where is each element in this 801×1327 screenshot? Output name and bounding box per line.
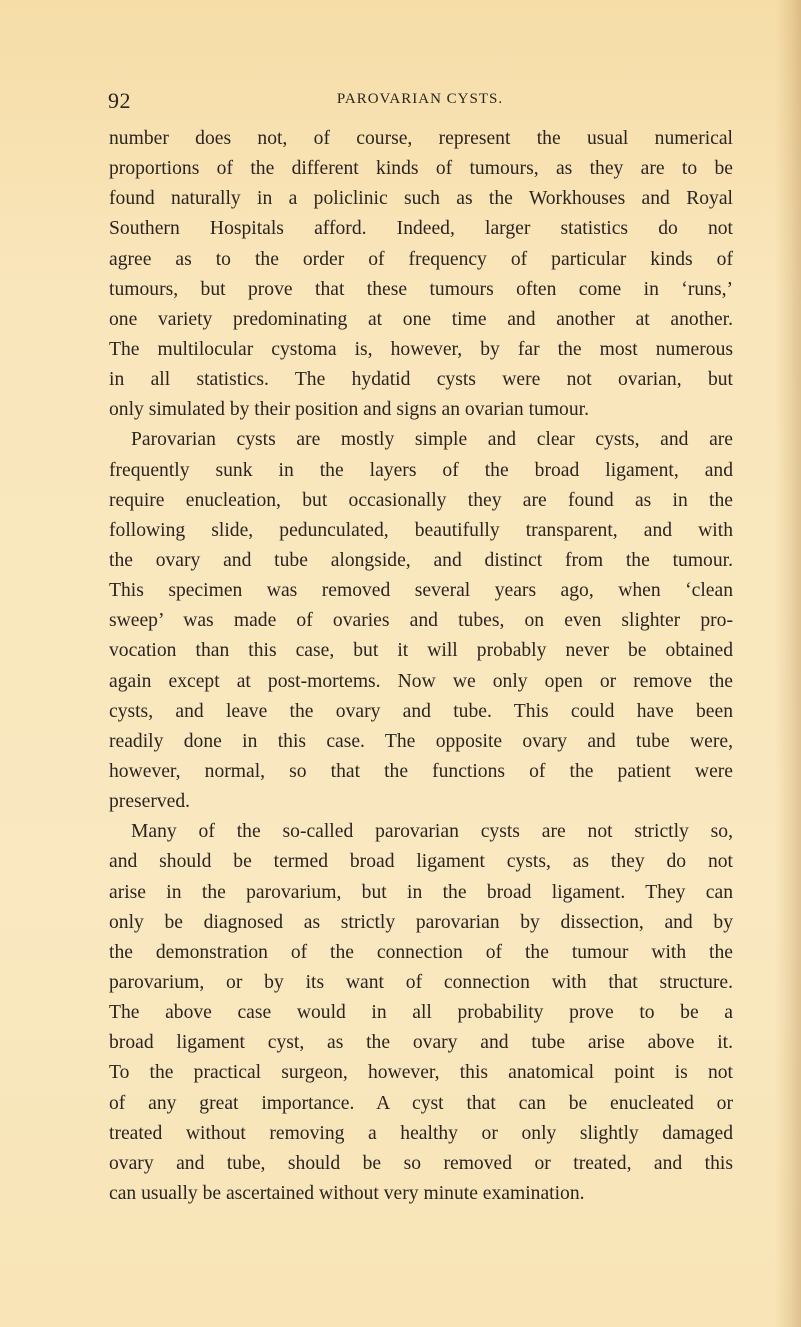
text-line: vocation than this case, but it will probably never be obtained (109, 640, 733, 662)
text-line: of any great importance. A cyst that can be enucleated or (109, 1092, 733, 1114)
text-line: readily done in this case. The opposite ovary and tube were, (109, 730, 733, 752)
text-line: the ovary and tube alongside, and distinct from the tumour. (109, 549, 733, 571)
text-line: and should be termed broad ligament cysts, as they do not (109, 851, 733, 873)
paragraph-start-line: Many of the so-called parovarian cysts are not strictly so, (131, 821, 733, 843)
text-line: arise in the parovarium, but in the broad ligament. They can (109, 881, 733, 903)
text-line: frequently sunk in the layers of the broad ligament, and (109, 459, 733, 481)
text-line: agree as to the order of frequency of particular kinds of (109, 248, 733, 270)
text-line: only simulated by their position and signs an ovarian tumour. (109, 399, 589, 421)
text-line: found naturally in a policlinic such as the Workhouses and Royal (109, 188, 733, 210)
body-text (109, 124, 733, 1209)
text-line: Southern Hospitals afford. Indeed, larger statistics do not (109, 218, 733, 240)
text-line: one variety predominating at one time and another at another. (109, 308, 733, 330)
running-title: PAROVARIAN CYSTS. (336, 91, 504, 107)
text-line: broad ligament cyst, as the ovary and tube arise above it. (109, 1032, 733, 1054)
text-line: treated without removing a healthy or only slightly damaged (109, 1122, 733, 1144)
text-line: This specimen was removed several years ago, when ‘clean (109, 580, 733, 602)
text-line: tumours, but prove that these tumours often come in ‘runs,’ (109, 278, 733, 300)
text-line: sweep’ was made of ovaries and tubes, on even slighter pro- (109, 610, 733, 632)
text-line: the demonstration of the connection of the tumour with the (109, 941, 733, 963)
text-line: To the practical surgeon, however, this anatomical point is not (109, 1062, 733, 1084)
paragraph-start-line: Parovarian cysts are mostly simple and clear cysts, and are (131, 429, 733, 451)
text-line: require enucleation, but occasionally they are found as in the (109, 489, 733, 511)
text-line: ovary and tube, should be so removed or treated, and this (109, 1152, 733, 1174)
text-line: following slide, pedunculated, beautifully transparent, and with (109, 519, 733, 541)
text-line: again except at post-mortems. Now we only open or remove the (109, 670, 733, 692)
text-line: The multilocular cystoma is, however, by far the most numerous (109, 338, 733, 360)
running-head (108, 88, 726, 112)
text-line: preserved. (109, 791, 191, 813)
text-line: however, normal, so that the functions of the patient were (109, 760, 733, 782)
text-line: parovarium, or by its want of connection with that structure. (109, 971, 733, 993)
text-line: only be diagnosed as strictly parovarian by dissection, and by (109, 911, 733, 933)
text-line: cysts, and leave the ovary and tube. This could have been (109, 700, 733, 722)
text-line: proportions of the different kinds of tumours, as they are to be (109, 158, 733, 180)
text-line: The above case would in all probability prove to be a (109, 1002, 733, 1024)
text-line: can usually be ascertained without very minute examination. (109, 1182, 585, 1204)
page-number: 92 (108, 88, 131, 113)
text-line: in all statistics. The hydatid cysts were not ovarian, but (109, 369, 733, 391)
text-line: number does not, of course, represent the usual numerical (109, 128, 733, 149)
